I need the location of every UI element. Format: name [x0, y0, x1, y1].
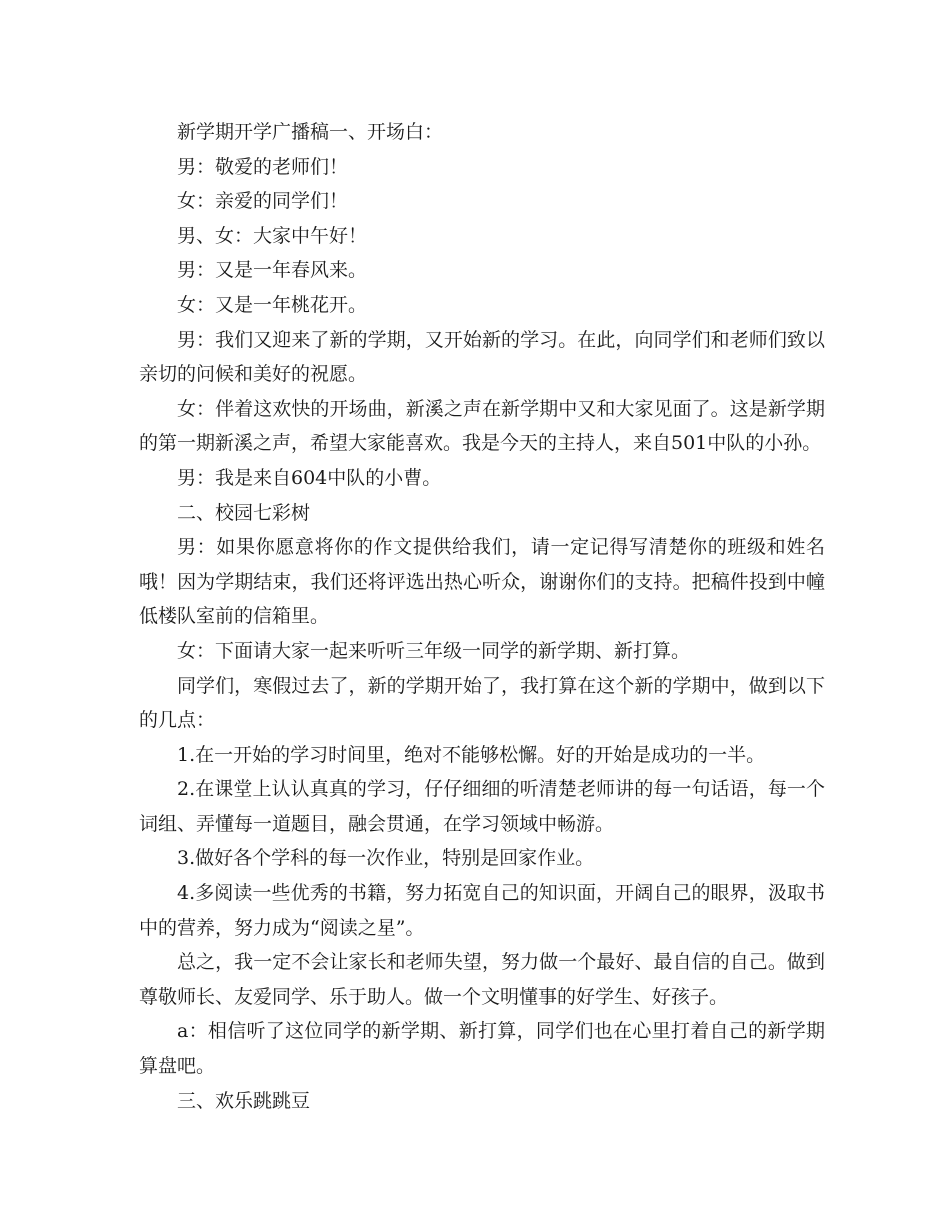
- list-item: 4.多阅读一些优秀的书籍，努力拓宽自己的知识面，开阔自己的眼界，汲取书中的营养，努力成为“阅读之星”。: [139, 882, 825, 939]
- section-heading: 二、校园七彩树: [177, 501, 311, 524]
- paragraph: 男：我们又迎来了新的学期，又开始新的学习。在此，向同学们和老师们致以亲切的问候和美好的祝愿。: [139, 328, 825, 386]
- list-item: 1.在一开始的学习时间里，绝对不能够松懈。好的开始是成功的一半。: [177, 743, 766, 766]
- paragraph: 总之，我一定不会让家长和老师失望，努力做一个最好、最自信的自己。做到尊敬师长、友爱同学、乐于助人。做一个文明懂事的好学生、好孩子。: [139, 951, 825, 1008]
- paragraph: 女：下面请大家一起来听听三年级一同学的新学期、新打算。: [177, 639, 691, 662]
- document-body: [139, 115, 825, 1118]
- paragraph: 女：亲爱的同学们！: [177, 190, 349, 213]
- paragraph: 男：如果你愿意将你的作文提供给我们，请一定记得写清楚你的班级和姓名哦！因为学期结束，我们还将评选出热心听众，谢谢你们的支持。把稿件投到中幢低楼队室前的信箱里。: [139, 536, 825, 628]
- section-heading: 三、欢乐跳跳豆: [177, 1089, 311, 1112]
- paragraph: 男：敬爱的老师们！: [177, 155, 349, 178]
- paragraph-title: 新学期开学广播稿一、开场白：: [177, 121, 444, 143]
- paragraph: 男：我是来自604中队的小曹。: [177, 466, 442, 489]
- list-item: 3.做好各个学科的每一次作业，特别是回家作业。: [177, 847, 595, 870]
- paragraph: a：相信听了这位同学的新学期、新打算，同学们也在心里打着自己的新学期算盘吧。: [139, 1020, 825, 1078]
- paragraph: 女：又是一年桃花开。: [177, 293, 368, 316]
- list-item: 2.在课堂上认认真真的学习，仔仔细细的听清楚老师讲的每一句话语，每一个词组、弄懂每一道题目，融会贯通，在学习领域中畅游。: [139, 778, 825, 835]
- paragraph: 男、女：大家中午好！: [177, 224, 368, 247]
- paragraph: 同学们，寒假过去了，新的学期开始了，我打算在这个新的学期中，做到以下的几点：: [139, 674, 825, 732]
- paragraph: 男：又是一年春风来。: [177, 259, 368, 282]
- paragraph: 女：伴着这欢快的开场曲，新溪之声在新学期中又和大家见面了。这是新学期的第一期新溪之声，希望大家能喜欢。我是今天的主持人，来自501中队的小孙。: [139, 397, 825, 455]
